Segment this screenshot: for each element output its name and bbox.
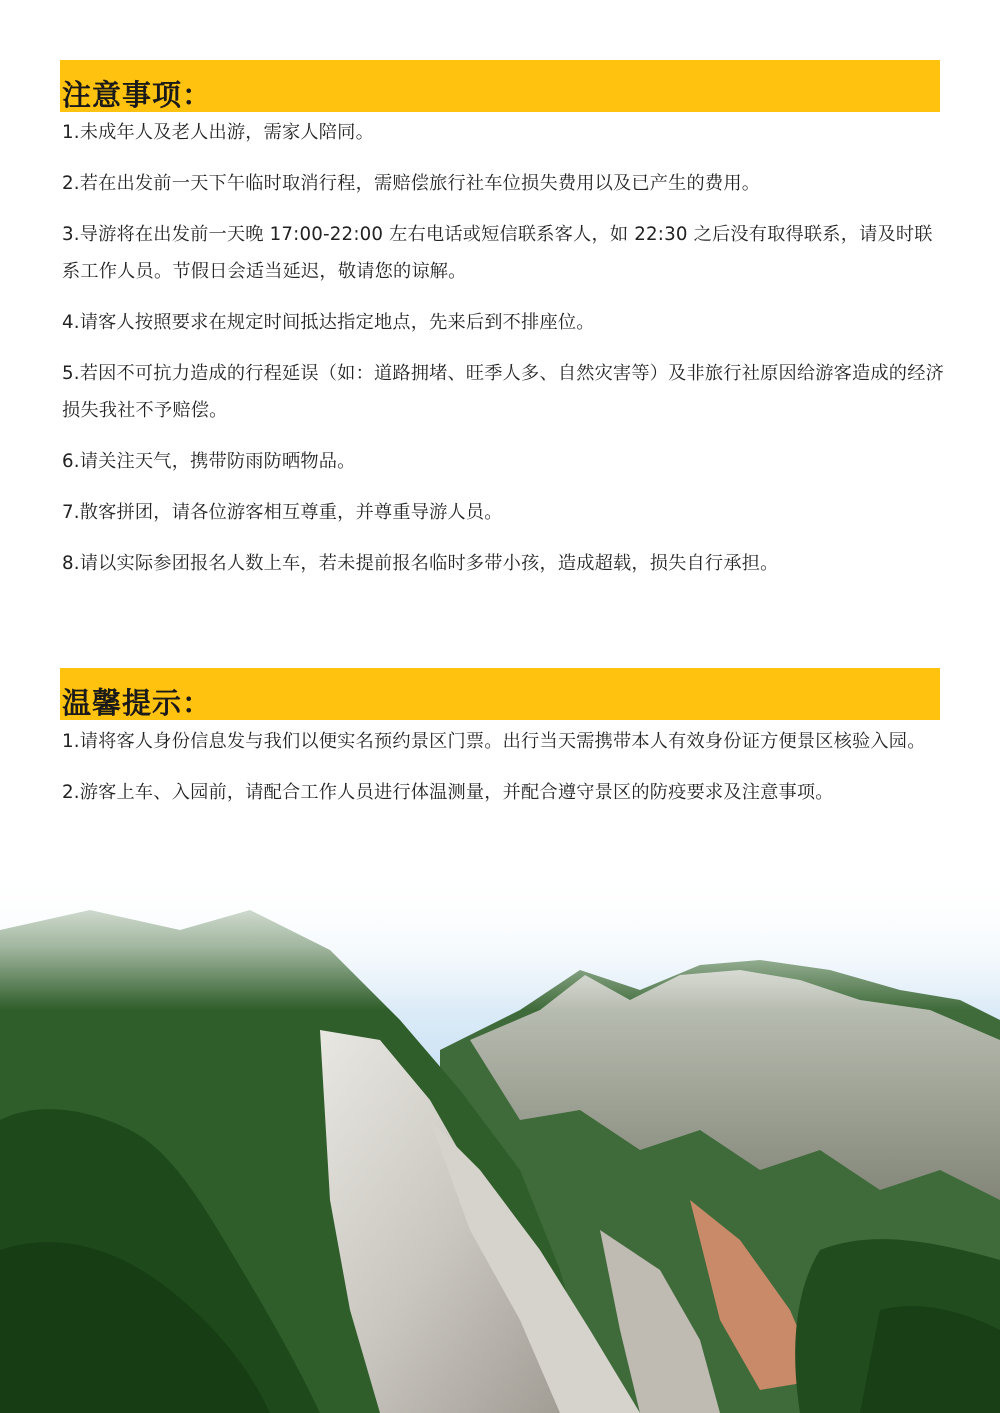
notes-item: 5.若因不可抗力造成的行程延误（如：道路拥堵、旺季人多、自然灾害等）及非旅行社原因给游客造成的经济损失我社不予赔偿。 [62, 363, 944, 421]
notes-list [62, 114, 944, 596]
notes-title: 注意事项： [62, 78, 213, 112]
tips-list [62, 723, 944, 825]
notes-item: 2.若在出发前一天下午临时取消行程，需赔偿旅行社车位损失费用以及已产生的费用。 [62, 173, 761, 194]
tips-item: 1.请将客人身份信息发与我们以便实名预约景区门票。出行当天需携带本人有效身份证方便景区核验入园。 [62, 731, 926, 752]
notes-item: 6.请关注天气，携带防雨防晒物品。 [62, 451, 356, 472]
mountain-landscape-image [0, 870, 1000, 1413]
tips-title: 温馨提示： [62, 686, 213, 720]
notes-item: 4.请客人按照要求在规定时间抵达指定地点，先来后到不排座位。 [62, 312, 595, 333]
notes-item: 8.请以实际参团报名人数上车，若未提前报名临时多带小孩，造成超载，损失自行承担。 [62, 553, 779, 574]
notes-section-header [60, 60, 940, 112]
tips-section-header [60, 668, 940, 720]
notes-item: 7.散客拼团，请各位游客相互尊重，并尊重导游人员。 [62, 502, 503, 523]
tips-item: 2.游客上车、入园前，请配合工作人员进行体温测量，并配合遵守景区的防疫要求及注意事项。 [62, 782, 834, 803]
notes-item: 1.未成年人及老人出游，需家人陪同。 [62, 122, 374, 143]
notes-item: 3.导游将在出发前一天晚 17:00-22:00 左右电话或短信联系客人，如 22:30 之后没有取得联系，请及时联系工作人员。节假日会适当延迟，敬请您的谅解。 [62, 224, 933, 282]
